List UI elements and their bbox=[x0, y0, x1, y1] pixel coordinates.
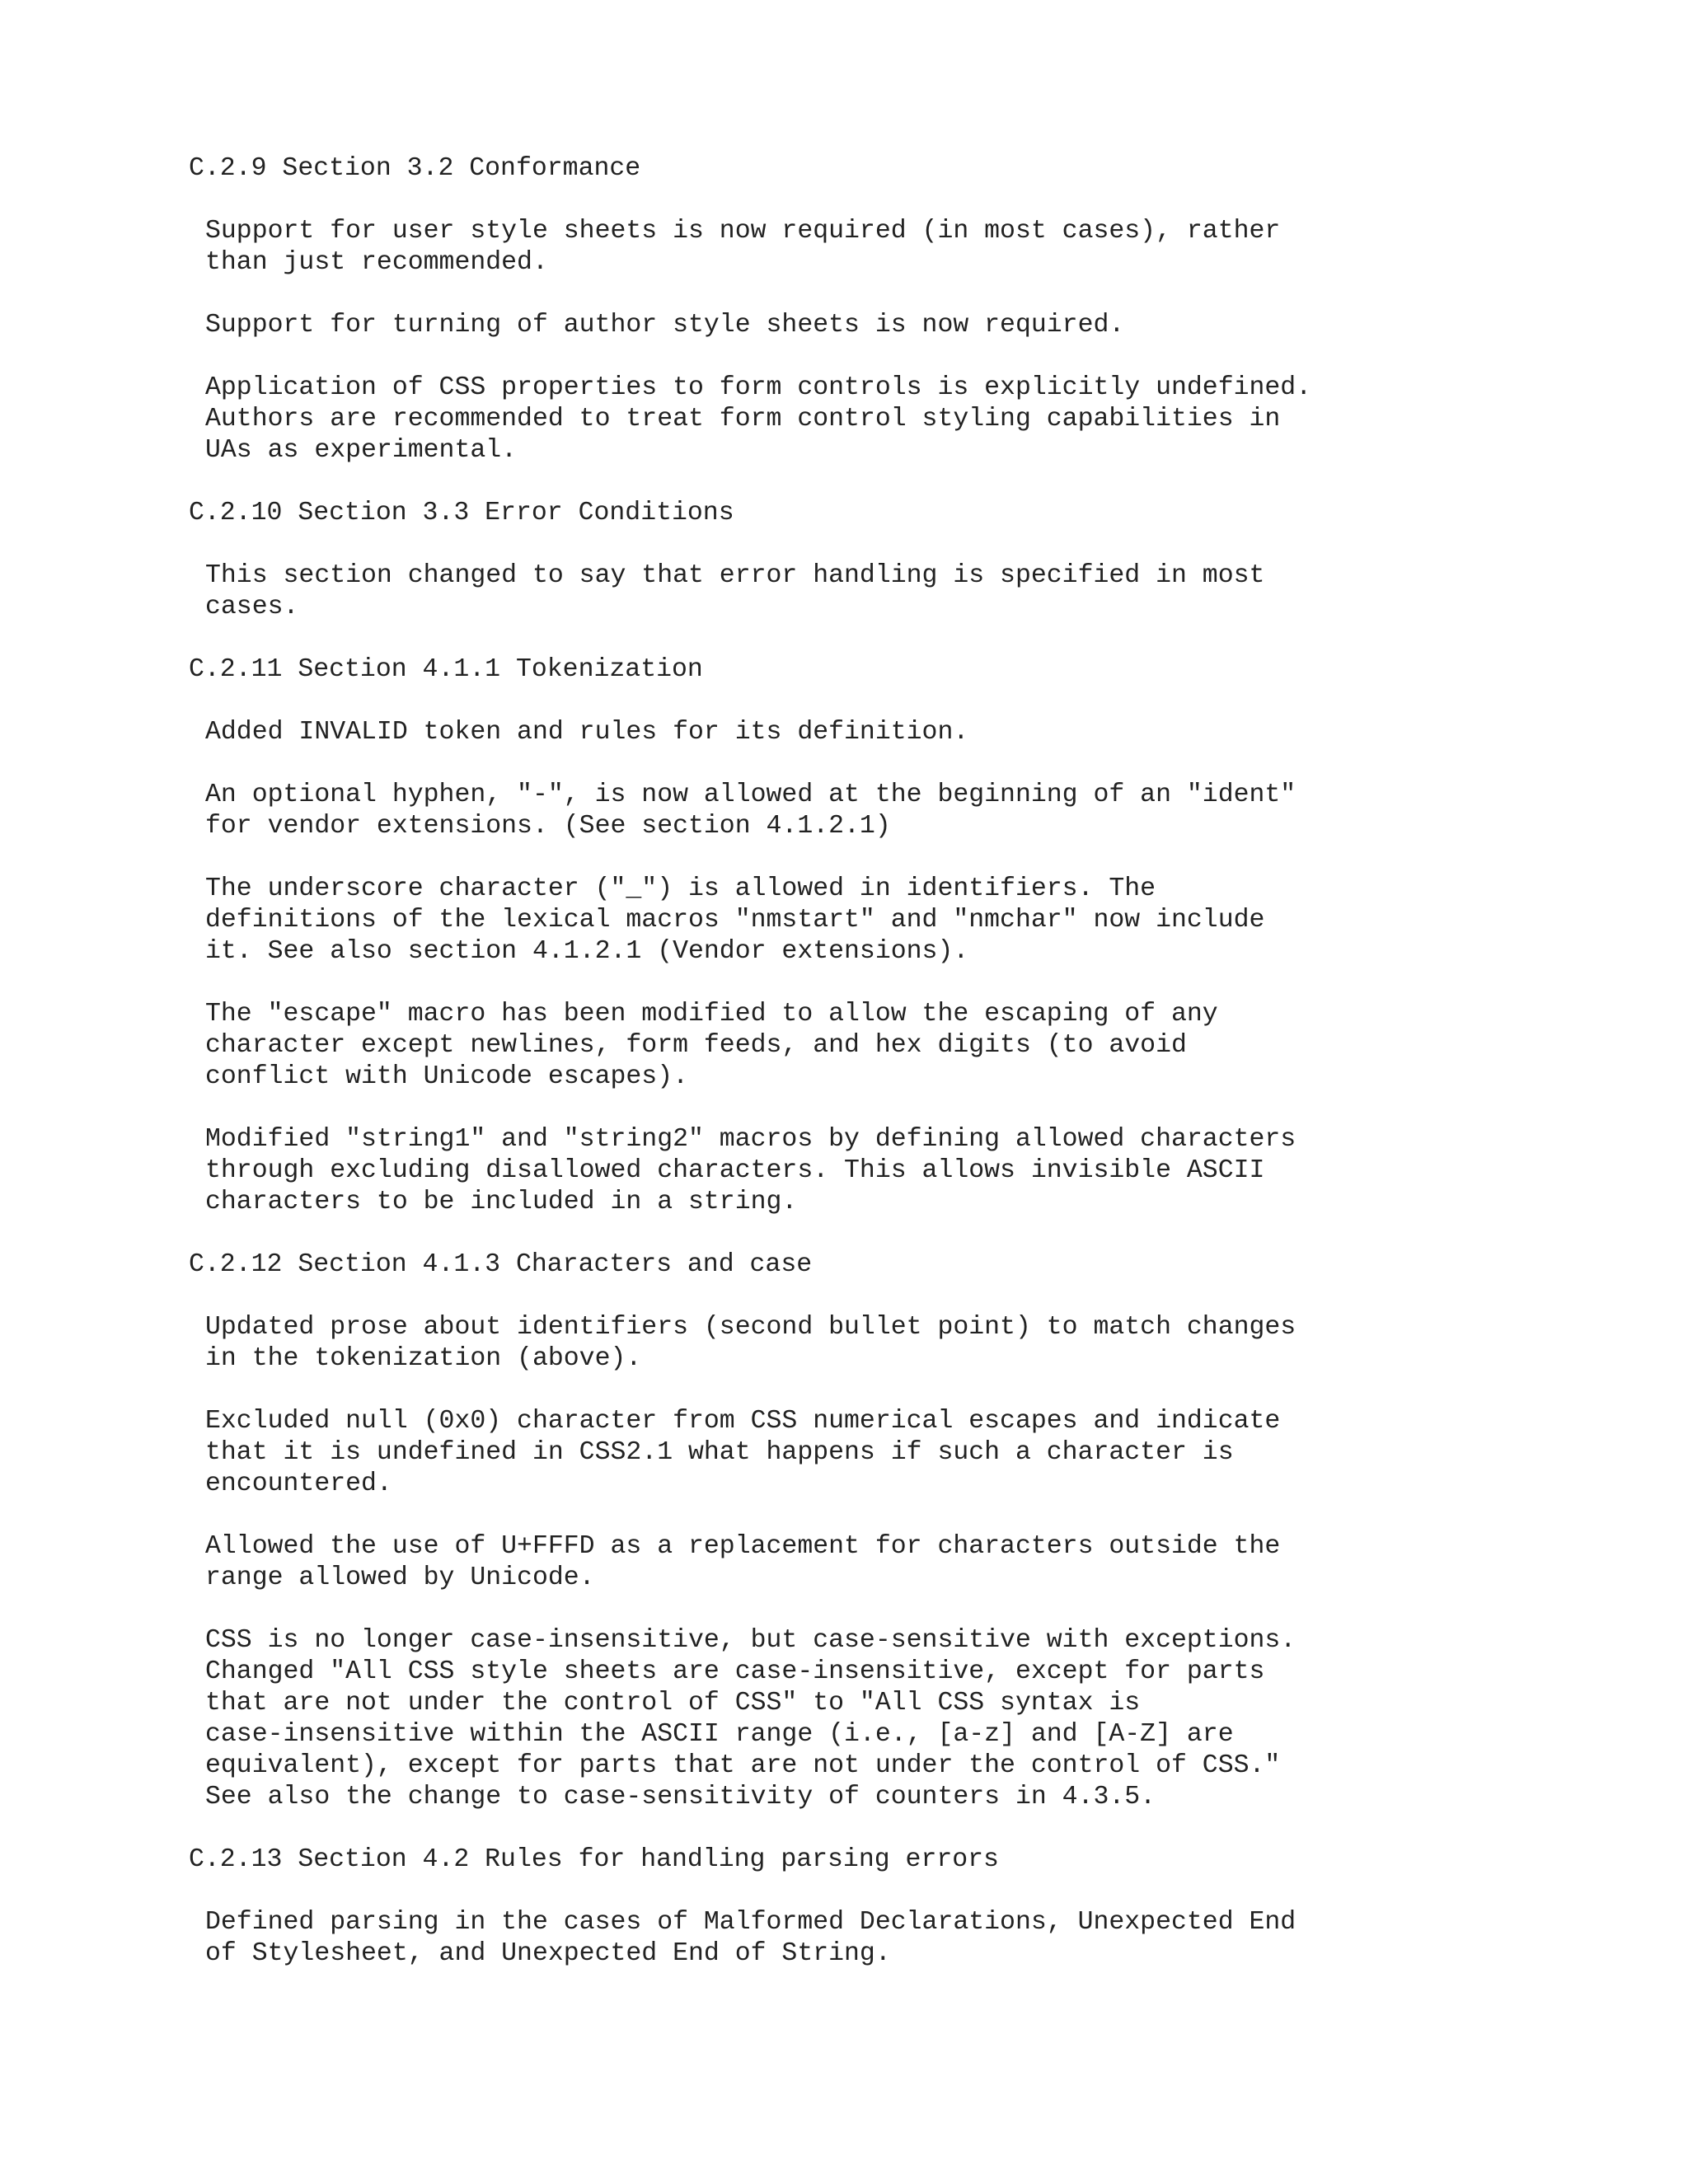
text-line: CSS is no longer case-insensitive, but case-sensitive with exceptions. bbox=[205, 1626, 1296, 1655]
paragraph bbox=[189, 1312, 1639, 1375]
text-line: characters to be included in a string. bbox=[205, 1188, 798, 1216]
text-line: in the tokenization (above). bbox=[205, 1344, 642, 1373]
text-line: UAs as experimental. bbox=[205, 436, 518, 465]
text-line: than just recommended. bbox=[205, 248, 548, 277]
text-line: See also the change to case-sensitivity of counters in 4.3.5. bbox=[205, 1783, 1156, 1811]
text-line: Support for turning of author style sheets is now required. bbox=[205, 311, 1125, 340]
text-line: Defined parsing in the cases of Malformed Declarations, Unexpected End bbox=[205, 1908, 1296, 1937]
section-heading: C.2.11 Section 4.1.1 Tokenization bbox=[189, 655, 703, 684]
section-heading: C.2.10 Section 3.3 Error Conditions bbox=[189, 499, 734, 527]
text-line: Updated prose about identifiers (second bullet point) to match changes bbox=[205, 1313, 1296, 1342]
paragraph bbox=[189, 310, 1639, 341]
text-line: that are not under the control of CSS" to "All CSS syntax is bbox=[205, 1689, 1141, 1718]
paragraph bbox=[189, 1625, 1639, 1813]
text-line: range allowed by Unicode. bbox=[205, 1563, 595, 1592]
section-c-2-13 bbox=[189, 1844, 1639, 1970]
section-c-2-10 bbox=[189, 498, 1639, 654]
text-line: for vendor extensions. (See section 4.1.2.1) bbox=[205, 812, 891, 841]
paragraph bbox=[189, 1531, 1639, 1594]
text-line: that it is undefined in CSS2.1 what happens if such a character is bbox=[205, 1438, 1234, 1467]
paragraph bbox=[189, 717, 1639, 748]
paragraph bbox=[189, 373, 1639, 466]
section-heading: C.2.9 Section 3.2 Conformance bbox=[189, 154, 641, 183]
text-line: Authors are recommended to treat form control styling capabilities in bbox=[205, 405, 1281, 434]
text-line: The underscore character ("_") is allowed in identifiers. The bbox=[205, 874, 1156, 903]
paragraph bbox=[189, 216, 1639, 279]
text-line: definitions of the lexical macros "nmstart" and "nmchar" now include bbox=[205, 906, 1265, 935]
document-body bbox=[189, 153, 1639, 1970]
text-line: Allowed the use of U+FFFD as a replacement for characters outside the bbox=[205, 1532, 1281, 1561]
text-line: conflict with Unicode escapes). bbox=[205, 1062, 688, 1091]
text-line: Modified "string1" and "string2" macros by defining allowed characters bbox=[205, 1125, 1296, 1154]
text-line: of Stylesheet, and Unexpected End of String. bbox=[205, 1939, 891, 1968]
section-c-2-9 bbox=[189, 153, 1639, 498]
text-line: through excluding disallowed characters. This allows invisible ASCII bbox=[205, 1156, 1265, 1185]
text-line: Application of CSS properties to form controls is explicitly undefined. bbox=[205, 373, 1312, 402]
text-line: case-insensitive within the ASCII range (i.e., [a-z] and [A-Z] are bbox=[205, 1720, 1234, 1749]
text-line: encountered. bbox=[205, 1469, 392, 1498]
section-c-2-11 bbox=[189, 654, 1639, 1249]
paragraph bbox=[189, 560, 1639, 623]
paragraph bbox=[189, 999, 1639, 1093]
text-line: An optional hyphen, "-", is now allowed at the beginning of an "ident" bbox=[205, 780, 1296, 809]
paragraph bbox=[189, 1907, 1639, 1970]
text-line: Support for user style sheets is now required (in most cases), rather bbox=[205, 217, 1281, 246]
text-line: character except newlines, form feeds, and hex digits (to avoid bbox=[205, 1031, 1187, 1060]
paragraph bbox=[189, 1406, 1639, 1500]
text-line: it. See also section 4.1.2.1 (Vendor extensions). bbox=[205, 937, 969, 966]
paragraph bbox=[189, 780, 1639, 842]
section-c-2-12 bbox=[189, 1249, 1639, 1844]
text-line: The "escape" macro has been modified to allow the escaping of any bbox=[205, 1000, 1218, 1029]
text-line: cases. bbox=[205, 593, 299, 621]
section-heading: C.2.12 Section 4.1.3 Characters and case bbox=[189, 1250, 813, 1279]
paragraph bbox=[189, 1124, 1639, 1218]
text-line: Changed "All CSS style sheets are case-insensitive, except for parts bbox=[205, 1657, 1265, 1686]
text-line: equivalent), except for parts that are not under the control of CSS." bbox=[205, 1751, 1281, 1780]
paragraph bbox=[189, 874, 1639, 968]
text-line: Added INVALID token and rules for its definition. bbox=[205, 718, 969, 747]
text-line: Excluded null (0x0) character from CSS numerical escapes and indicate bbox=[205, 1407, 1281, 1436]
section-heading: C.2.13 Section 4.2 Rules for handling parsing errors bbox=[189, 1845, 999, 1874]
text-line: This section changed to say that error handling is specified in most bbox=[205, 561, 1265, 590]
